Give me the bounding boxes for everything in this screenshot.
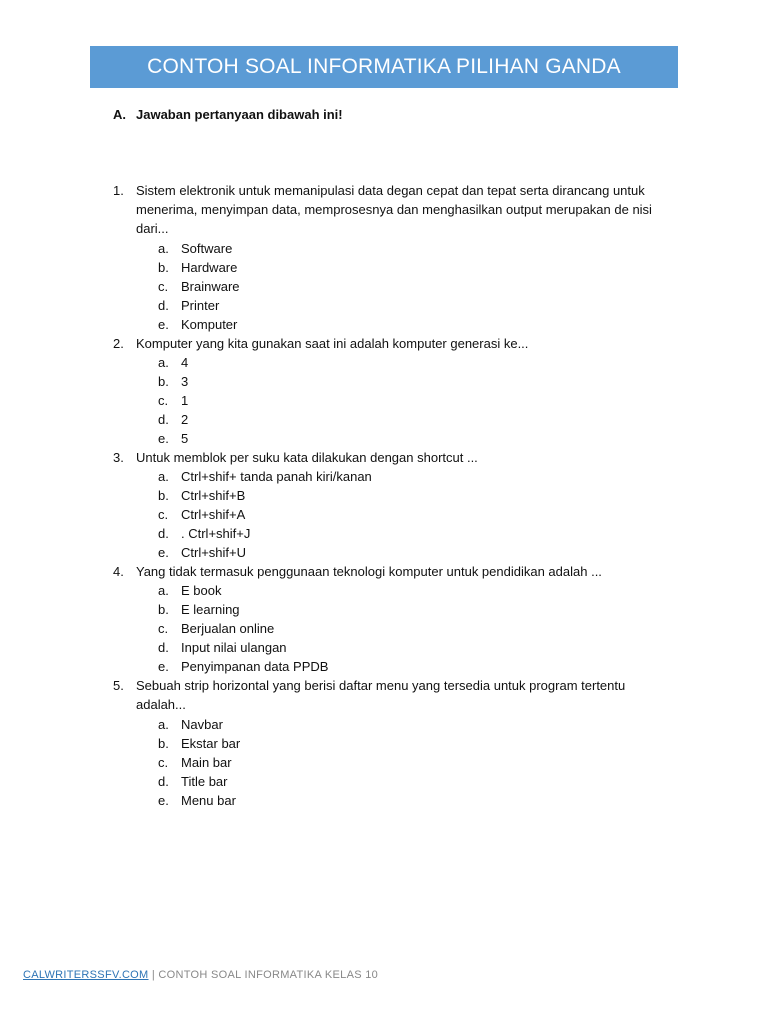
question-text: Komputer yang kita gunakan saat ini adalah komputer generasi ke... bbox=[136, 335, 529, 351]
option-letter: d. bbox=[158, 411, 169, 427]
question-text: Untuk memblok per suku kata dilakukan dengan shortcut ... bbox=[136, 449, 478, 465]
answer-option bbox=[113, 791, 673, 810]
answer-option bbox=[113, 638, 673, 657]
option-text: Penyimpanan data PPDB bbox=[181, 659, 329, 675]
option-letter: d. bbox=[158, 640, 169, 656]
option-letter: c. bbox=[158, 278, 169, 294]
option-text: E book bbox=[181, 583, 222, 599]
question-number: 2. bbox=[113, 335, 124, 351]
answer-option bbox=[113, 372, 673, 391]
question-row bbox=[113, 181, 673, 239]
option-text: Ekstar bar bbox=[181, 735, 241, 751]
option-letter: e. bbox=[158, 659, 169, 675]
option-list bbox=[113, 239, 673, 334]
answer-option bbox=[113, 619, 673, 638]
question-text: Sebuah strip horizontal yang berisi daftar menu yang tersedia untuk program tertentu adalah... bbox=[136, 678, 626, 713]
option-letter: b. bbox=[158, 735, 169, 751]
option-text: Menu bar bbox=[181, 792, 236, 808]
option-text: Title bar bbox=[181, 773, 228, 789]
footer-text: | CONTOH SOAL INFORMATIKA KELAS 10 bbox=[151, 969, 379, 981]
question-text: Yang tidak termasuk penggunaan teknologi komputer untuk pendidikan adalah ... bbox=[136, 564, 602, 580]
option-letter: d. bbox=[158, 297, 169, 313]
question-number: 4. bbox=[113, 564, 124, 580]
question-number: 5. bbox=[113, 678, 124, 694]
option-list bbox=[113, 715, 673, 810]
option-letter: a. bbox=[158, 716, 169, 732]
answer-option bbox=[113, 296, 673, 315]
answer-option bbox=[113, 753, 673, 772]
answer-option bbox=[113, 467, 673, 486]
option-text: Navbar bbox=[181, 716, 223, 732]
question-number: 3. bbox=[113, 449, 124, 465]
question-item bbox=[113, 562, 673, 676]
page-title-banner bbox=[90, 46, 678, 88]
option-text: Hardware bbox=[181, 259, 238, 275]
answer-option bbox=[113, 505, 673, 524]
option-text: Input nilai ulangan bbox=[181, 640, 287, 656]
question-item bbox=[113, 448, 673, 562]
section-text: Jawaban pertanyaan dibawah ini! bbox=[136, 107, 343, 122]
answer-option bbox=[113, 258, 673, 277]
option-letter: b. bbox=[158, 259, 169, 275]
answer-option bbox=[113, 524, 673, 543]
answer-option bbox=[113, 315, 673, 334]
question-text: Sistem elektronik untuk memanipulasi data degan cepat dan tepat serta dirancang untuk menerima, menyimpan data, memprosesnya dan menghasilkan output merupakan de nisi dari... bbox=[136, 183, 652, 237]
option-text: E learning bbox=[181, 602, 240, 618]
question-row bbox=[113, 448, 673, 467]
option-text: Main bar bbox=[181, 754, 232, 770]
answer-option bbox=[113, 772, 673, 791]
answer-option bbox=[113, 410, 673, 429]
option-text: 5 bbox=[181, 430, 189, 446]
option-list bbox=[113, 353, 673, 448]
question-item bbox=[113, 676, 673, 809]
option-text: Ctrl+shif+ tanda panah kiri/kanan bbox=[181, 469, 372, 485]
option-text: Komputer bbox=[181, 316, 238, 332]
option-letter: c. bbox=[158, 392, 169, 408]
question-item bbox=[113, 181, 673, 334]
option-text: Ctrl+shif+A bbox=[181, 507, 246, 523]
option-list bbox=[113, 467, 673, 562]
answer-option bbox=[113, 277, 673, 296]
option-letter: d. bbox=[158, 773, 169, 789]
option-letter: c. bbox=[158, 621, 169, 637]
option-letter: b. bbox=[158, 488, 169, 504]
answer-option bbox=[113, 239, 673, 258]
answer-option bbox=[113, 581, 673, 600]
option-letter: a. bbox=[158, 240, 169, 256]
option-text: 1 bbox=[181, 392, 189, 408]
option-letter: a. bbox=[158, 354, 169, 370]
option-letter: a. bbox=[158, 469, 169, 485]
answer-option bbox=[113, 543, 673, 562]
footer bbox=[23, 969, 378, 981]
option-text: . Ctrl+shif+J bbox=[181, 526, 251, 542]
option-letter: c. bbox=[158, 507, 169, 523]
footer-link[interactable]: CALWRITERSSFV.COM bbox=[23, 969, 149, 981]
option-text: Ctrl+shif+U bbox=[181, 545, 247, 561]
answer-option bbox=[113, 657, 673, 676]
option-text: 2 bbox=[181, 411, 189, 427]
answer-option bbox=[113, 353, 673, 372]
option-text: 4 bbox=[181, 354, 189, 370]
option-letter: b. bbox=[158, 602, 169, 618]
option-letter: e. bbox=[158, 792, 169, 808]
question-list bbox=[113, 181, 673, 810]
option-list bbox=[113, 581, 673, 676]
option-text: Printer bbox=[181, 297, 220, 313]
option-text: Software bbox=[181, 240, 233, 256]
option-text: 3 bbox=[181, 373, 189, 389]
option-letter: b. bbox=[158, 373, 169, 389]
section-label: A. bbox=[113, 107, 126, 122]
page-title: CONTOH SOAL INFORMATIKA PILIHAN GANDA bbox=[147, 55, 621, 78]
answer-option bbox=[113, 600, 673, 619]
option-text: Brainware bbox=[181, 278, 240, 294]
section-heading bbox=[113, 107, 343, 122]
option-letter: e. bbox=[158, 545, 169, 561]
option-text: Berjualan online bbox=[181, 621, 275, 637]
answer-option bbox=[113, 486, 673, 505]
answer-option bbox=[113, 391, 673, 410]
option-letter: e. bbox=[158, 430, 169, 446]
option-letter: c. bbox=[158, 754, 169, 770]
option-letter: e. bbox=[158, 316, 169, 332]
answer-option bbox=[113, 429, 673, 448]
question-row bbox=[113, 676, 673, 714]
answer-option bbox=[113, 715, 673, 734]
question-number: 1. bbox=[113, 183, 124, 198]
option-letter: d. bbox=[158, 526, 169, 542]
option-letter: a. bbox=[158, 583, 169, 599]
question-item bbox=[113, 334, 673, 448]
option-text: Ctrl+shif+B bbox=[181, 488, 246, 504]
question-row bbox=[113, 334, 673, 353]
question-row bbox=[113, 562, 673, 581]
answer-option bbox=[113, 734, 673, 753]
